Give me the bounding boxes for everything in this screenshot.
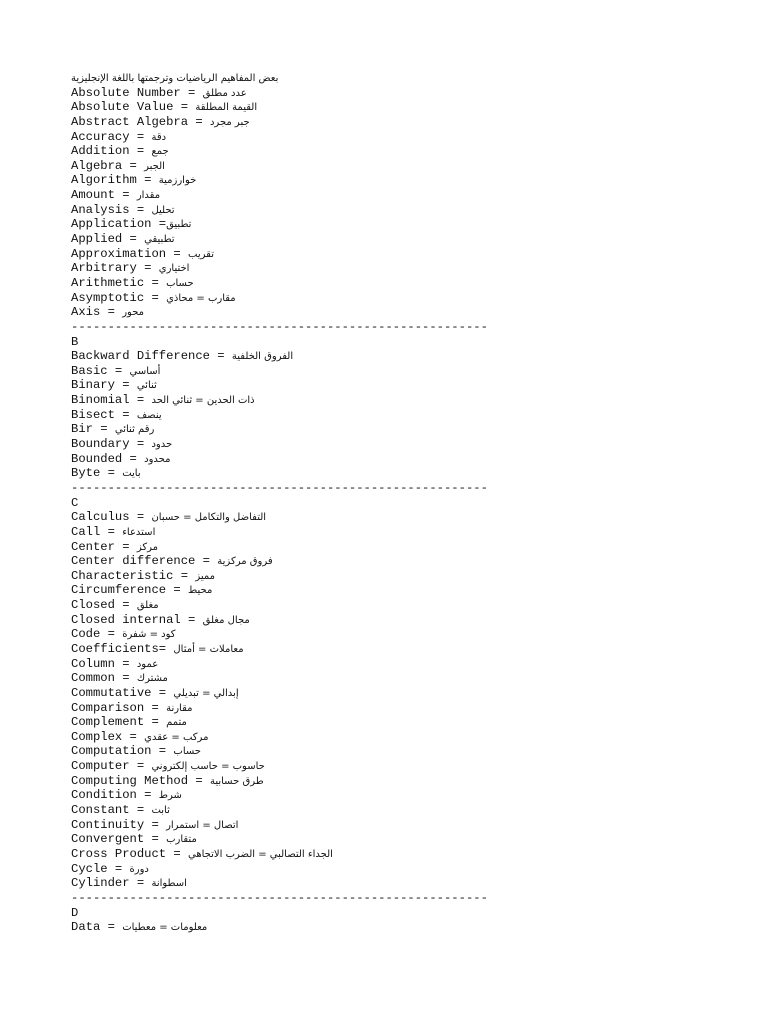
- document-title: [71, 71, 711, 86]
- glossary-entry: [71, 642, 711, 657]
- entry-term: Bir =: [71, 422, 115, 437]
- entry-arabic: تطبيقي: [144, 234, 175, 246]
- entry-arabic: أساسي: [129, 365, 161, 377]
- glossary-entry: [71, 832, 711, 847]
- entry-arabic: مغلق: [136, 600, 159, 612]
- section-letter-c: C: [71, 495, 79, 510]
- entry-term: Arbitrary =: [71, 261, 159, 276]
- entry-arabic: محدود: [144, 453, 171, 465]
- entry-arabic: القيمة المطلقة: [195, 102, 258, 114]
- entry-term: Data =: [71, 920, 123, 935]
- entry-term: Center difference =: [71, 554, 218, 569]
- entry-term: Abstract Algebra =: [71, 114, 210, 129]
- glossary-entry: [71, 598, 711, 613]
- entry-arabic: معلومات = معطيات: [122, 922, 208, 934]
- glossary-entry: [71, 100, 711, 115]
- entry-arabic: مجال مغلق: [202, 614, 250, 626]
- entry-term: Coefficients=: [71, 641, 174, 656]
- entry-arabic: دورة: [129, 863, 149, 875]
- entry-term: Cylinder =: [71, 876, 152, 891]
- glossary-entry: [71, 393, 711, 408]
- glossary-entry: [71, 217, 711, 232]
- entry-arabic: حساب: [173, 746, 201, 758]
- entry-term: Boundary =: [71, 437, 152, 452]
- entry-arabic: معاملات = أمثال: [173, 643, 244, 655]
- glossary-entry: [71, 130, 711, 145]
- entry-term: Addition =: [71, 144, 152, 159]
- entry-term: Computer =: [71, 759, 152, 774]
- entry-arabic: حساب: [166, 277, 194, 289]
- entry-arabic: مقارنة: [166, 702, 193, 714]
- glossary-entry: [71, 569, 711, 584]
- entry-arabic: جمع: [151, 146, 169, 158]
- glossary-entry: [71, 232, 711, 247]
- entry-term: Algebra =: [71, 158, 145, 173]
- entry-arabic: التفاضل والتكامل = حسبان: [151, 512, 267, 524]
- entry-term: Absolute Value =: [71, 100, 196, 115]
- entry-arabic: الفروق الخلفية: [231, 351, 294, 363]
- entry-term: Common =: [71, 671, 137, 686]
- section-separator: ---------------------------------------------------------: [71, 890, 488, 905]
- entry-arabic: متقارب: [166, 834, 197, 846]
- entry-term: Column =: [71, 656, 137, 671]
- entry-arabic: طرق حسابية: [209, 775, 264, 787]
- entry-term: Closed =: [71, 598, 137, 613]
- glossary-entry: [71, 876, 711, 891]
- glossary-entry: [71, 291, 711, 306]
- entry-arabic: الجداء التصالبي = الضرب الاتجاهي: [188, 848, 333, 860]
- entry-arabic: عمود: [136, 658, 159, 670]
- entry-arabic: خوارزمية: [158, 175, 197, 187]
- glossary-entry: [71, 803, 711, 818]
- section-separator: ---------------------------------------------------------: [71, 319, 488, 334]
- entry-term: Application =: [71, 217, 167, 232]
- glossary-entry: [71, 862, 711, 877]
- glossary-entry: [71, 173, 711, 188]
- entry-term: Calculus =: [71, 510, 152, 525]
- glossary-entry: [71, 408, 711, 423]
- entry-arabic: اسطوانة: [151, 878, 187, 890]
- entry-term: Applied =: [71, 232, 145, 247]
- entry-arabic: شرط: [158, 790, 182, 802]
- entry-arabic: محور: [122, 307, 145, 319]
- glossary-entry: [71, 759, 711, 774]
- entry-term: Code =: [71, 627, 123, 642]
- entry-arabic: حدود: [151, 439, 173, 451]
- entry-term: Complex =: [71, 729, 145, 744]
- entry-arabic: ينصف: [136, 409, 162, 421]
- glossary-entry: [71, 144, 711, 159]
- title-text: بعض المفاهيم الرياضيات وترجمتها باللغة الإنجليزية: [71, 73, 279, 84]
- entry-arabic: مميز: [195, 570, 216, 582]
- entry-term: Byte =: [71, 466, 123, 481]
- glossary-entry: [71, 159, 711, 174]
- entry-arabic: مركب = عقدي: [144, 731, 209, 743]
- entry-arabic: مشترك: [136, 673, 168, 685]
- entry-arabic: ذات الحدين = ثنائي الحد: [151, 395, 255, 407]
- glossary-entry: [71, 847, 711, 862]
- entry-term: Backward Difference =: [71, 349, 232, 364]
- section-separator: ---------------------------------------------------------: [71, 480, 488, 495]
- entry-term: Computing Method =: [71, 773, 210, 788]
- glossary-entry: [71, 525, 711, 540]
- glossary-entry: [71, 671, 711, 686]
- glossary-entry: [71, 657, 711, 672]
- entry-term: Closed internal =: [71, 612, 203, 627]
- entry-term: Continuity =: [71, 817, 167, 832]
- entry-term: Call =: [71, 524, 123, 539]
- glossary-entry: [71, 188, 711, 203]
- glossary-entry: [71, 818, 711, 833]
- glossary-entry: [71, 744, 711, 759]
- entry-arabic: بايت: [122, 468, 141, 480]
- entry-term: Center =: [71, 539, 137, 554]
- entry-arabic: دقة: [151, 131, 167, 143]
- entry-term: Characteristic =: [71, 568, 196, 583]
- glossary-entry: [71, 115, 711, 130]
- entry-term: Commutative =: [71, 685, 174, 700]
- entry-term: Amount =: [71, 188, 137, 203]
- entry-term: Basic =: [71, 363, 130, 378]
- glossary-entry: [71, 422, 711, 437]
- entry-arabic: متمم: [166, 717, 187, 729]
- entry-term: Arithmetic =: [71, 275, 167, 290]
- entry-arabic: اختياري: [158, 263, 190, 275]
- glossary-entry: [71, 261, 711, 276]
- glossary-entry: [71, 774, 711, 789]
- entry-term: Accuracy =: [71, 129, 152, 144]
- entry-term: Analysis =: [71, 202, 152, 217]
- entry-term: Algorithm =: [71, 173, 159, 188]
- glossary-entry: [71, 349, 711, 364]
- entry-term: Asymptotic =: [71, 290, 167, 305]
- glossary-entry: [71, 686, 711, 701]
- entry-arabic: ثنائي: [136, 380, 157, 392]
- entry-arabic: عدد مطلق: [202, 87, 247, 99]
- glossary-entry: [71, 920, 711, 935]
- entry-term: Absolute Number =: [71, 85, 203, 100]
- glossary-entry: [71, 466, 711, 481]
- glossary-entry: [71, 627, 711, 642]
- glossary-entry: [71, 510, 711, 525]
- glossary-entry: [71, 540, 711, 555]
- entry-arabic: تطبيق: [166, 219, 192, 231]
- entry-term: Cycle =: [71, 861, 130, 876]
- entry-term: Complement =: [71, 715, 167, 730]
- entry-term: Binomial =: [71, 393, 152, 408]
- glossary-entry: [71, 613, 711, 628]
- entry-arabic: ثابت: [151, 805, 170, 817]
- glossary-entry: [71, 203, 711, 218]
- entry-arabic: مركز: [136, 541, 158, 553]
- entry-arabic: الجبر: [144, 160, 165, 172]
- entry-term: Bounded =: [71, 451, 145, 466]
- glossary-entry: [71, 276, 711, 291]
- entry-arabic: كود = شفرة: [122, 629, 176, 641]
- glossary-entry: [71, 583, 711, 598]
- glossary-entry: [71, 364, 711, 379]
- glossary-entry: [71, 247, 711, 262]
- entry-arabic: مقارب = محاذي: [166, 292, 236, 304]
- glossary-entry: [71, 86, 711, 101]
- entry-term: Comparison =: [71, 700, 167, 715]
- glossary-entry: [71, 701, 711, 716]
- glossary-entry: [71, 730, 711, 745]
- entry-term: Circumference =: [71, 583, 189, 598]
- glossary-entry: [71, 437, 711, 452]
- glossary-document: [71, 71, 711, 935]
- glossary-entry: [71, 554, 711, 569]
- section-letter-b: B: [71, 334, 79, 349]
- glossary-entry: [71, 378, 711, 393]
- entry-term: Approximation =: [71, 246, 189, 261]
- glossary-entry: [71, 305, 711, 320]
- entry-arabic: فروق مركزية: [217, 556, 273, 568]
- entry-term: Condition =: [71, 788, 159, 803]
- entry-arabic: تحليل: [151, 204, 175, 216]
- entry-arabic: إبدالي = تبديلي: [173, 687, 239, 699]
- entry-arabic: رقم ثنائي: [114, 424, 155, 436]
- entry-term: Constant =: [71, 803, 152, 818]
- glossary-entry: [71, 788, 711, 803]
- entry-term: Cross Product =: [71, 846, 189, 861]
- glossary-entry: [71, 715, 711, 730]
- entry-term: Convergent =: [71, 832, 167, 847]
- entry-term: Bisect =: [71, 407, 137, 422]
- entry-term: Axis =: [71, 305, 123, 320]
- section-letter-d: D: [71, 905, 79, 920]
- glossary-entry: [71, 452, 711, 467]
- entry-arabic: استدعاء: [122, 526, 156, 538]
- entry-arabic: جبر مجرد: [209, 116, 250, 128]
- entry-arabic: محيط: [188, 585, 213, 597]
- entry-term: Binary =: [71, 378, 137, 393]
- entry-arabic: تقريب: [188, 248, 214, 260]
- entry-arabic: مقدار: [136, 190, 161, 202]
- entry-arabic: اتصال = استمرار: [166, 819, 239, 831]
- entry-arabic: حاسوب = حاسب إلكتروني: [151, 761, 265, 773]
- entry-term: Computation =: [71, 744, 174, 759]
